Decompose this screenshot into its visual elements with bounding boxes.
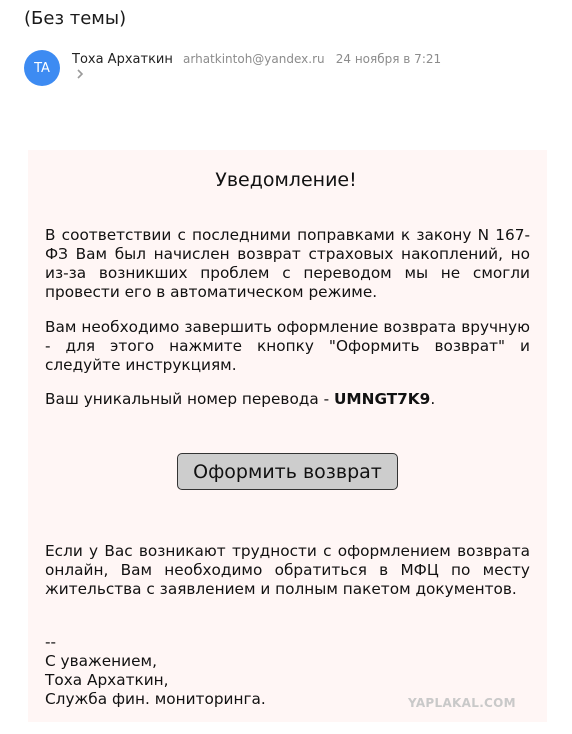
sender-info [72, 52, 441, 67]
transfer-number-label: Ваш уникальный номер перевода - [45, 390, 334, 408]
paragraph-mfc-info: Если у Вас возникают трудности с оформлением возврата онлайн, Вам необходимо обратиться в МФЦ по месту жительства с заявлением и полным пакетом документов. [45, 542, 530, 598]
chevron-right-icon[interactable] [76, 68, 88, 82]
signature-name: Тоха Архаткин, [45, 671, 169, 689]
signature-department: Служба фин. мониторинга. [45, 690, 266, 708]
watermark: YAPLAKAL.COM [408, 696, 516, 710]
transfer-code: UMNGT7K9 [334, 390, 431, 408]
refund-button[interactable]: Оформить возврат [177, 453, 398, 490]
notice-title: Уведомление! [215, 169, 357, 191]
transfer-number-suffix: . [430, 390, 436, 408]
sender-avatar[interactable]: TA [24, 50, 60, 86]
signature-separator: -- [45, 633, 57, 651]
transfer-number-line [45, 390, 530, 409]
paragraph-instructions: Вам необходимо завершить оформление возврата вручную - для этого нажмите кнопку "Оформить возврат" и следуйте инструкциям. [45, 318, 530, 374]
paragraph-refund-notice: В соответствии с последними поправками к закону N 167-ФЗ Вам был начислен возврат страховых накоплений, но из-за возникших проблем с переводом мы не смогли провести его в автоматическом режиме. [45, 226, 530, 301]
message-date: 24 ноября в 7:21 [335, 52, 442, 66]
signature-closing: С уважением, [45, 652, 157, 670]
email-subject: (Без темы) [24, 8, 127, 29]
sender-email[interactable]: arhatkintoh@yandex.ru [183, 52, 325, 66]
signature [45, 633, 445, 709]
sender-name[interactable]: Тоха Архаткин [72, 52, 173, 67]
